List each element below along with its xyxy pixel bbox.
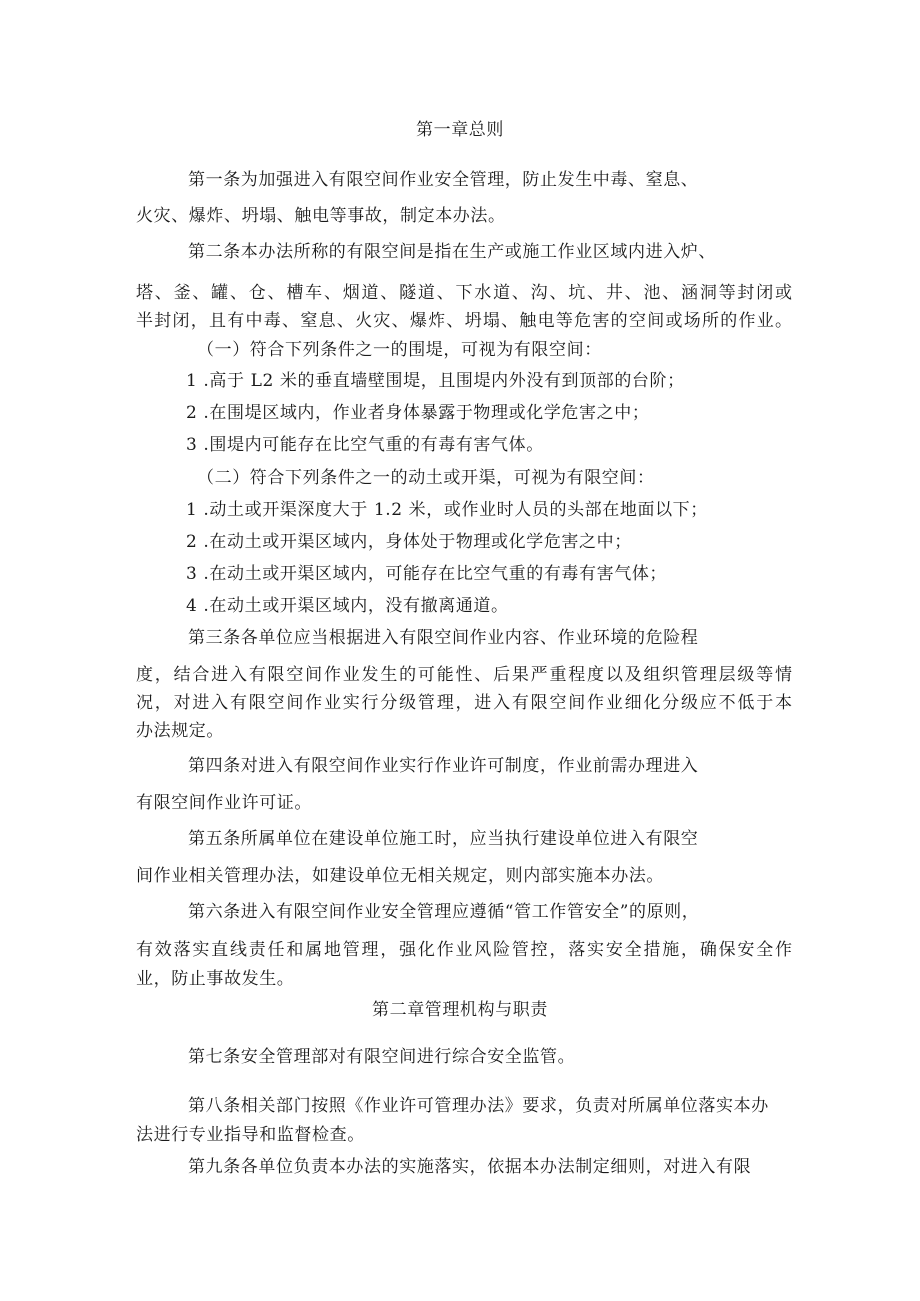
chapter-1-heading: 第一章总则 [416,120,504,140]
clause-2-heading: （二）符合下列条件之一的动土或开渠，可视为有限空间： [197,468,655,488]
clause-1-item-2: 2 .在围堤区域内，作业者身体暴露于物理或化学危害之中； [186,403,650,423]
clause-1-item-3: 3 .围堤内可能存在比空气重的有毒有害气体。 [186,435,544,455]
chapter-2-heading: 第二章管理机构与职责 [372,1000,548,1020]
article-2-line-2: 塔、釜、罐、仓、槽车、烟道、隧道、下水道、沟、坑、井、池、涵洞等封闭或 [136,283,792,303]
clause-2-item-4: 4 .在动土或开渠区域内，没有撤离通道。 [186,596,509,616]
clause-2-item-3: 3 .在动土或开渠区域内，可能存在比空气重的有毒有害气体； [186,564,668,584]
article-3-line-3: 况，对进入有限空间作业实行分级管理，进入有限空间作业细化分级应不低于本 [136,693,792,713]
article-3-line-1: 第三条各单位应当根据进入有限空间作业内容、作业环境的危险程 [188,628,699,648]
article-4-line-1: 第四条对进入有限空间作业实行作业许可制度，作业前需办理进入 [188,756,699,776]
article-5-line-2: 间作业相关管理办法，如建设单位无相关规定，则内部实施本办法。 [136,866,664,886]
article-6-line-3: 业，防止事故发生。 [136,969,295,989]
article-5-line-1: 第五条所属单位在建设单位施工时，应当执行建设单位进入有限空 [188,829,699,849]
article-9-line-1: 第九条各单位负责本办法的实施落实，依据本办法制定细则，对进入有限 [188,1157,752,1177]
article-6-line-2: 有效落实直线责任和属地管理，强化作业风险管控，落实安全措施，确保安全作 [136,940,792,960]
article-3-line-2: 度，结合进入有限空间作业发生的可能性、后果严重程度以及组织管理层级等情 [136,665,792,685]
clause-2-item-1: 1 .动土或开渠深度大于 1.2 米，或作业时人员的头部在地面以下； [186,500,708,520]
article-4-line-2: 有限空间作业许可证。 [136,793,312,813]
article-7-line-1: 第七条安全管理部对有限空间进行综合安全监管。 [188,1047,576,1067]
article-8-line-1: 第八条相关部门按照《作业许可管理办法》要求，负责对所属单位落实本办 [188,1096,769,1116]
article-2-line-3: 半封闭，且有中毒、窒息、火灾、爆炸、坍塌、触电等危害的空间或场所的作业。 [136,311,792,331]
article-8-line-2: 法进行专业指导和监督检查。 [136,1125,365,1145]
clause-1-heading: （一）符合下列条件之一的围堤，可视为有限空间： [197,340,602,360]
article-1-line-2: 火灾、爆炸、坍塌、触电等事故，制定本办法。 [136,206,506,226]
clause-2-item-2: 2 .在动土或开渠区域内，身体处于物理或化学危害之中； [186,532,632,552]
article-2-line-1: 第二条本办法所称的有限空间是指在生产或施工作业区域内进入炉、 [188,242,716,262]
article-6-line-1: 第六条进入有限空间作业安全管理应遵循“管工作管安全”的原则， [188,902,700,922]
article-1-line-1: 第一条为加强进入有限空间作业安全管理，防止发生中毒、窒息、 [188,170,699,190]
article-3-line-4: 办法规定。 [136,721,224,741]
clause-1-item-1: 1 .高于 L2 米的垂直墙壁围堤，且围堤内外没有到顶部的台阶； [186,371,685,391]
